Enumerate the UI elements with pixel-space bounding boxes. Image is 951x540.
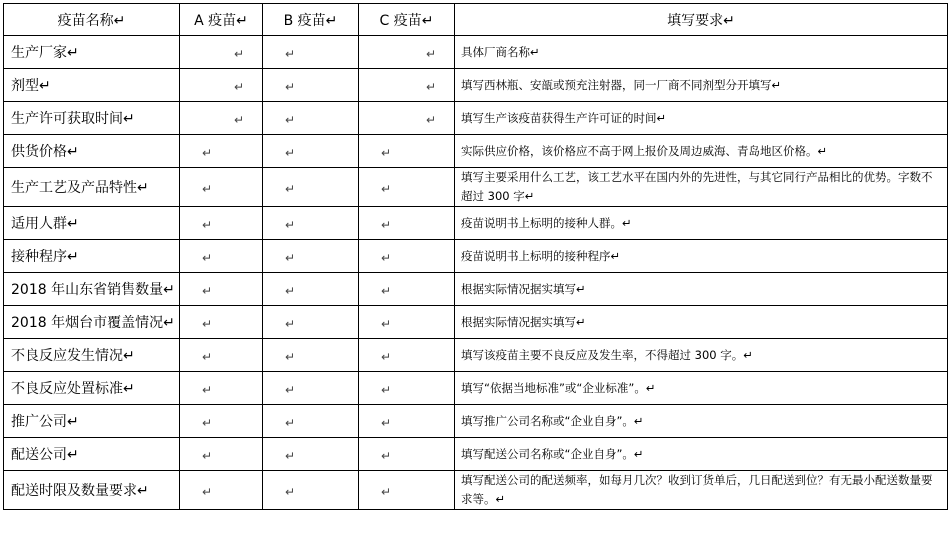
cell-c[interactable] xyxy=(359,102,455,135)
paragraph-mark: ↵ xyxy=(202,145,213,160)
paragraph-mark: ↵ xyxy=(285,145,296,160)
paragraph-mark: ↵ xyxy=(285,79,296,94)
cell-b[interactable] xyxy=(263,69,359,102)
cell-b[interactable] xyxy=(263,240,359,273)
row-label: 配送公司↵ xyxy=(4,438,180,471)
paragraph-mark: ↵ xyxy=(381,349,392,364)
table-row xyxy=(4,36,948,69)
paragraph-mark: ↵ xyxy=(233,112,244,127)
cell-a[interactable] xyxy=(180,36,263,69)
table-row xyxy=(4,273,948,306)
cell-c[interactable] xyxy=(359,273,455,306)
cell-a[interactable] xyxy=(180,168,263,207)
cell-c[interactable] xyxy=(359,207,455,240)
header-vaccine-name: 疫苗名称↵ xyxy=(4,4,180,36)
cell-c[interactable] xyxy=(359,405,455,438)
cell-b[interactable] xyxy=(263,135,359,168)
paragraph-mark: ↵ xyxy=(381,181,392,196)
header-row xyxy=(4,4,948,36)
requirement-text: 根据实际情况据实填写↵ xyxy=(455,273,948,306)
table-row xyxy=(4,168,948,207)
requirement-text: 具体厂商名称↵ xyxy=(455,36,948,69)
table-row xyxy=(4,135,948,168)
paragraph-mark: ↵ xyxy=(202,250,213,265)
cell-b[interactable] xyxy=(263,207,359,240)
row-label: 剂型↵ xyxy=(4,69,180,102)
paragraph-mark: ↵ xyxy=(233,46,244,61)
cell-a[interactable] xyxy=(180,273,263,306)
table-row xyxy=(4,405,948,438)
requirement-text: 填写“依据当地标准”或“企业标准”。↵ xyxy=(455,372,948,405)
cell-b[interactable] xyxy=(263,405,359,438)
row-label: 供货价格↵ xyxy=(4,135,180,168)
paragraph-mark: ↵ xyxy=(285,382,296,397)
paragraph-mark: ↵ xyxy=(381,217,392,232)
paragraph-mark: ↵ xyxy=(202,382,213,397)
row-label: 生产厂家↵ xyxy=(4,36,180,69)
cell-c[interactable] xyxy=(359,339,455,372)
header-vaccine-a: A 疫苗↵ xyxy=(180,4,263,36)
paragraph-mark: ↵ xyxy=(202,415,213,430)
paragraph-mark: ↵ xyxy=(381,250,392,265)
row-label: 推广公司↵ xyxy=(4,405,180,438)
cell-b[interactable] xyxy=(263,102,359,135)
paragraph-mark: ↵ xyxy=(285,415,296,430)
row-label: 2018 年山东省销售数量↵ xyxy=(4,273,180,306)
requirement-text: 填写生产该疫苗获得生产许可证的时间↵ xyxy=(455,102,948,135)
table-row xyxy=(4,69,948,102)
row-label: 接种程序↵ xyxy=(4,240,180,273)
cell-c[interactable] xyxy=(359,240,455,273)
requirement-text: 填写配送公司的配送频率，如每月几次？收到订货单后，几日配送到位？有无最小配送数量要求等。↵ xyxy=(455,471,948,510)
table-row xyxy=(4,207,948,240)
table-row xyxy=(4,372,948,405)
paragraph-mark: ↵ xyxy=(285,349,296,364)
requirement-text: 填写推广公司名称或“企业自身”。↵ xyxy=(455,405,948,438)
paragraph-mark: ↵ xyxy=(285,250,296,265)
table-row xyxy=(4,438,948,471)
row-label: 不良反应发生情况↵ xyxy=(4,339,180,372)
requirement-text: 根据实际情况据实填写↵ xyxy=(455,306,948,339)
cell-c[interactable] xyxy=(359,438,455,471)
requirement-text: 填写西林瓶、安瓿或预充注射器，同一厂商不同剂型分开填写↵ xyxy=(455,69,948,102)
cell-a[interactable] xyxy=(180,135,263,168)
row-label: 不良反应处置标准↵ xyxy=(4,372,180,405)
paragraph-mark: ↵ xyxy=(285,181,296,196)
paragraph-mark: ↵ xyxy=(202,316,213,331)
paragraph-mark: ↵ xyxy=(202,283,213,298)
paragraph-mark: ↵ xyxy=(285,316,296,331)
cell-a[interactable] xyxy=(180,372,263,405)
paragraph-mark: ↵ xyxy=(285,283,296,298)
cell-b[interactable] xyxy=(263,168,359,207)
cell-c[interactable] xyxy=(359,372,455,405)
paragraph-mark: ↵ xyxy=(202,484,213,499)
paragraph-mark: ↵ xyxy=(425,112,436,127)
row-label: 生产工艺及产品特性↵ xyxy=(4,168,180,207)
row-label: 适用人群↵ xyxy=(4,207,180,240)
paragraph-mark: ↵ xyxy=(381,448,392,463)
table-row xyxy=(4,306,948,339)
cell-b[interactable] xyxy=(263,306,359,339)
paragraph-mark: ↵ xyxy=(202,181,213,196)
requirement-text: 疫苗说明书上标明的接种人群。↵ xyxy=(455,207,948,240)
paragraph-mark: ↵ xyxy=(425,46,436,61)
requirement-text: 填写该疫苗主要不良反应及发生率，不得超过 300 字。↵ xyxy=(455,339,948,372)
cell-c[interactable] xyxy=(359,471,455,510)
requirement-text: 填写配送公司名称或“企业自身”。↵ xyxy=(455,438,948,471)
table-row xyxy=(4,339,948,372)
paragraph-mark: ↵ xyxy=(233,79,244,94)
paragraph-mark: ↵ xyxy=(381,382,392,397)
paragraph-mark: ↵ xyxy=(285,484,296,499)
cell-a[interactable] xyxy=(180,471,263,510)
requirement-text: 疫苗说明书上标明的接种程序↵ xyxy=(455,240,948,273)
paragraph-mark: ↵ xyxy=(381,283,392,298)
row-label: 2018 年烟台市覆盖情况↵ xyxy=(4,306,180,339)
cell-b[interactable] xyxy=(263,372,359,405)
cell-a[interactable] xyxy=(180,339,263,372)
cell-c[interactable] xyxy=(359,135,455,168)
cell-a[interactable] xyxy=(180,306,263,339)
table-row xyxy=(4,240,948,273)
row-label: 生产许可获取时间↵ xyxy=(4,102,180,135)
cell-b[interactable] xyxy=(263,273,359,306)
cell-b[interactable] xyxy=(263,36,359,69)
paragraph-mark: ↵ xyxy=(285,112,296,127)
paragraph-mark: ↵ xyxy=(202,349,213,364)
header-requirements: 填写要求↵ xyxy=(455,4,948,36)
header-vaccine-c: C 疫苗↵ xyxy=(359,4,455,36)
cell-b[interactable] xyxy=(263,438,359,471)
paragraph-mark: ↵ xyxy=(381,415,392,430)
paragraph-mark: ↵ xyxy=(381,484,392,499)
cell-b[interactable] xyxy=(263,471,359,510)
paragraph-mark: ↵ xyxy=(285,217,296,232)
vaccine-requirements-table xyxy=(3,3,948,510)
paragraph-mark: ↵ xyxy=(425,79,436,94)
cell-a[interactable] xyxy=(180,240,263,273)
paragraph-mark: ↵ xyxy=(202,217,213,232)
cell-c[interactable] xyxy=(359,69,455,102)
cell-a[interactable] xyxy=(180,207,263,240)
paragraph-mark: ↵ xyxy=(202,448,213,463)
paragraph-mark: ↵ xyxy=(381,316,392,331)
cell-a[interactable] xyxy=(180,102,263,135)
cell-a[interactable] xyxy=(180,438,263,471)
cell-c[interactable] xyxy=(359,306,455,339)
paragraph-mark: ↵ xyxy=(285,46,296,61)
cell-c[interactable] xyxy=(359,168,455,207)
header-vaccine-b: B 疫苗↵ xyxy=(263,4,359,36)
table-row xyxy=(4,102,948,135)
requirement-text: 填写主要采用什么工艺，该工艺水平在国内外的先进性，与其它同行产品相比的优势。字数不超过 300 字↵ xyxy=(455,168,948,207)
cell-a[interactable] xyxy=(180,69,263,102)
cell-b[interactable] xyxy=(263,339,359,372)
cell-c[interactable] xyxy=(359,36,455,69)
paragraph-mark: ↵ xyxy=(285,448,296,463)
requirement-text: 实际供应价格，该价格应不高于网上报价及周边威海、青岛地区价格。↵ xyxy=(455,135,948,168)
table-row xyxy=(4,471,948,510)
row-label: 配送时限及数量要求↵ xyxy=(4,471,180,510)
paragraph-mark: ↵ xyxy=(381,145,392,160)
cell-a[interactable] xyxy=(180,405,263,438)
